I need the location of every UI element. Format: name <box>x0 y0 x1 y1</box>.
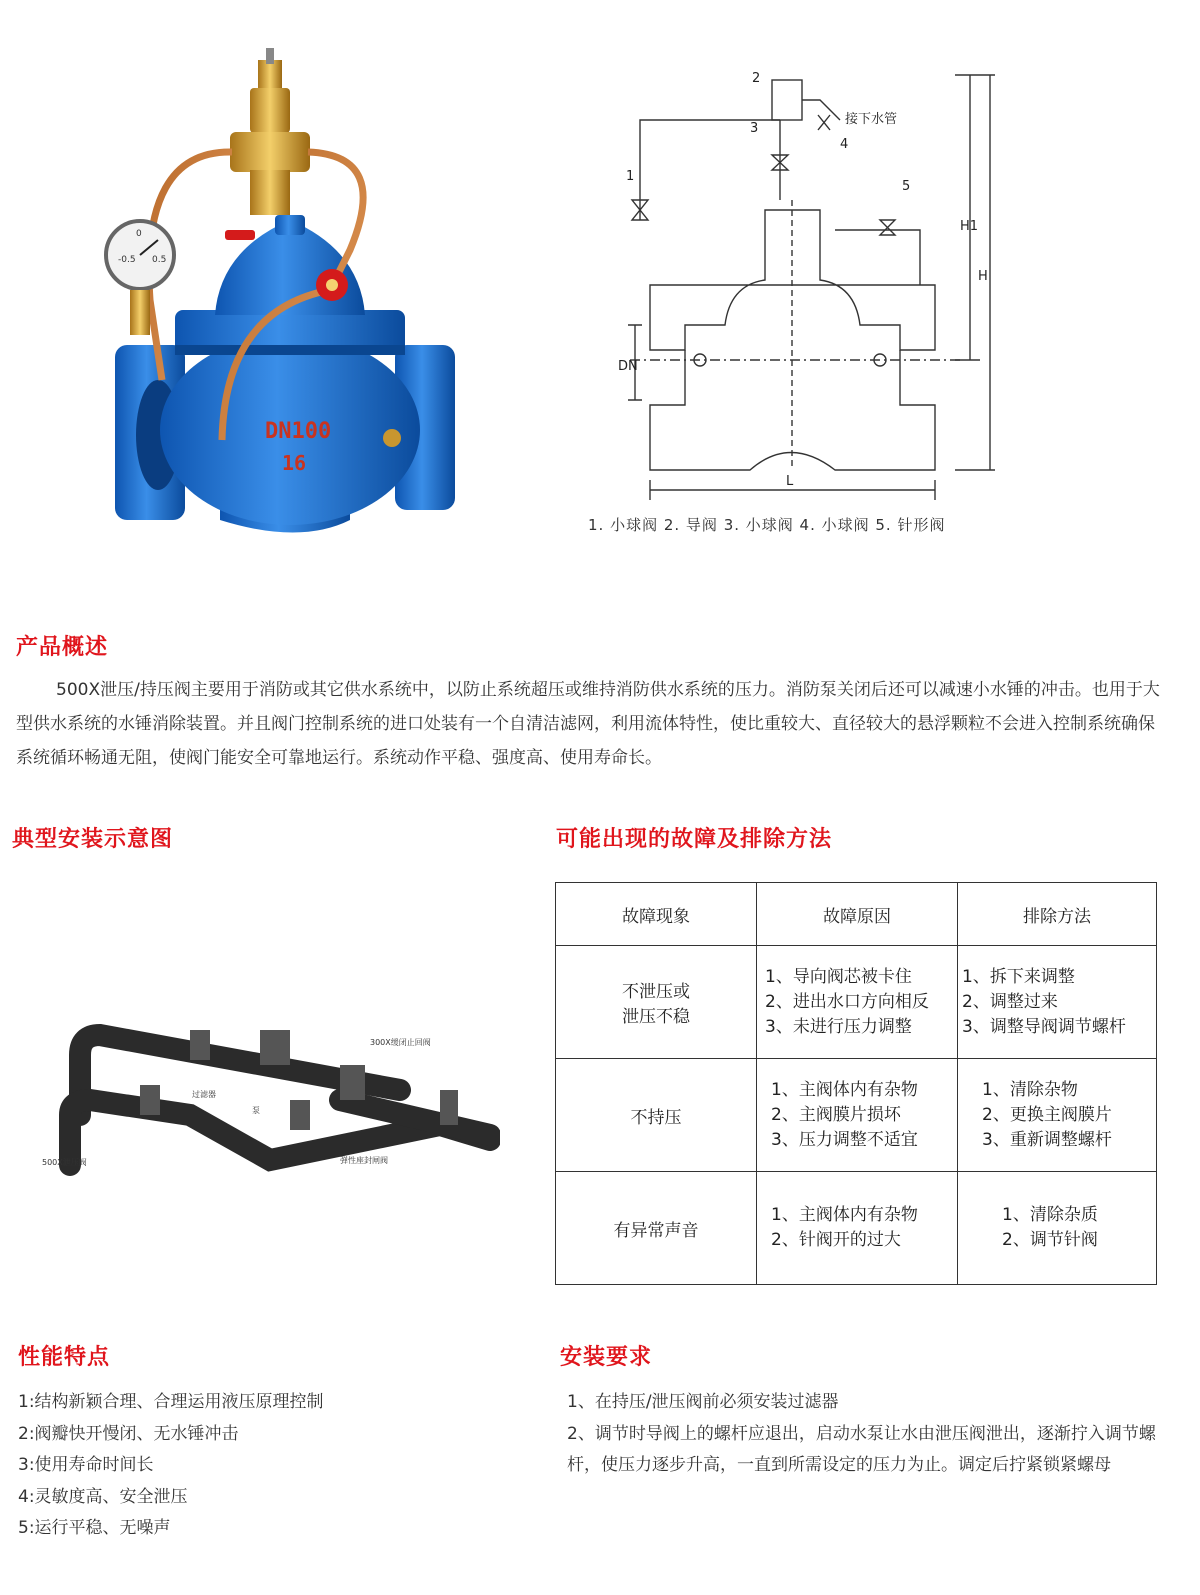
overview-text: 500X泄压/持压阀主要用于消防或其它供水系统中，以防止系统超压或维持消防供水系统的压力。消防泵关闭后还可以减速小水锤的冲击。也用于大型供水系统的水锤消除装置。并且阀门控制系统的进口处装有一个自清洁滤网，利用流体特性，使比重较大、直径较大的悬浮颗粒不会进入控制系统确保系统循环畅通无阻，使阀门能安全可靠地运行。系统动作平稳、强度高、使用寿命长。 <box>16 680 1160 768</box>
fault-table <box>555 882 1157 1285</box>
cause-item: 2、针阀开的过大 <box>771 1230 901 1250</box>
symptom-line: 有异常声音 <box>613 1220 699 1241</box>
gauge-label-pos: 0.5 <box>152 255 167 265</box>
table-header-row <box>556 883 1157 946</box>
fix-cell <box>958 1059 1157 1172</box>
cause-cell <box>757 946 958 1059</box>
cause-item: 2、进出水口方向相反 <box>765 991 929 1012</box>
fix-item: 2、调整过来 <box>962 991 1058 1012</box>
install-diagram <box>40 1015 500 1185</box>
install-req-title: 安装要求 <box>560 1345 653 1370</box>
list-item: 1、在持压/泄压阀前必须安装过滤器 <box>567 1392 839 1412</box>
install-label-pump: 泵 <box>252 1106 260 1115</box>
overview-title: 产品概述 <box>16 635 109 660</box>
list-item: 1:结构新颖合理、合理运用液压原理控制 <box>18 1392 324 1412</box>
drawing-label-h: H <box>978 269 988 284</box>
drawing-num-2: 2 <box>752 71 761 86</box>
fix-item: 1、清除杂质 <box>1002 1205 1098 1225</box>
drawing-label-l: L <box>786 474 794 489</box>
fix-cell <box>958 1172 1157 1285</box>
list-item: 5:运行平稳、无噪声 <box>18 1518 171 1538</box>
drawing-num-1: 1 <box>626 169 635 184</box>
symptom-cell <box>556 946 757 1059</box>
install-req-list <box>567 1387 1167 1482</box>
gauge-label-neg: -0.5 <box>118 255 136 265</box>
symptom-line: 不持压 <box>630 1107 682 1128</box>
header-fix: 排除方法 <box>958 883 1157 946</box>
drawing-num-3: 3 <box>750 121 759 136</box>
fix-item: 3、重新调整螺杆 <box>982 1129 1112 1150</box>
list-item: 4:灵敏度高、安全泄压 <box>18 1486 188 1507</box>
list-item: 2、调节时导阀上的螺杆应退出，启动水泵让水由泄压阀泄出，逐渐拧入调节螺杆，使压力逐步升高，一直到所需设定的压力为止。调定后拧紧锁紧螺母 <box>567 1423 1156 1475</box>
table-row <box>556 1059 1157 1172</box>
cause-item: 3、未进行压力调整 <box>765 1016 912 1037</box>
table-row <box>556 946 1157 1059</box>
drawing-label-h1: H1 <box>960 219 979 234</box>
table-row <box>556 1172 1157 1285</box>
install-diagram-title: 典型安装示意图 <box>12 827 174 852</box>
list-item: 3:使用寿命时间长 <box>18 1455 154 1475</box>
fix-item: 2、更换主阀膜片 <box>982 1104 1112 1125</box>
cause-cell <box>757 1059 958 1172</box>
cause-item: 1、主阀体内有杂物 <box>771 1079 918 1100</box>
drawing-num-5: 5 <box>902 179 911 194</box>
list-item: 2:阀瓣快开慢闭、无水锤冲击 <box>18 1423 239 1444</box>
symptom-line: 泄压不稳 <box>622 1007 690 1027</box>
drawing-num-4: 4 <box>840 137 849 152</box>
symptom-line: 不泄压或 <box>622 982 690 1002</box>
install-label-gate-valve: 弹性座封闸阀 <box>340 1156 388 1165</box>
install-label-filter: 过滤器 <box>192 1090 216 1099</box>
header-symptom: 故障现象 <box>556 883 757 946</box>
drawing-label-pipe: 接下水管 <box>845 112 898 127</box>
valve-size-badge: DN100 <box>265 419 332 444</box>
cause-cell <box>757 1172 958 1285</box>
install-label-check-valve: 300X缓闭止回阀 <box>370 1038 431 1047</box>
fix-cell <box>958 946 1157 1059</box>
cause-item: 3、压力调整不适宜 <box>771 1129 918 1150</box>
symptom-cell <box>556 1172 757 1285</box>
valve-pressure-badge: 16 <box>282 451 307 475</box>
fix-item: 1、拆下来调整 <box>962 966 1075 987</box>
cause-item: 1、导向阀芯被卡住 <box>765 966 912 987</box>
features-title: 性能特点 <box>18 1345 111 1370</box>
drawing-caption: 1. 小球阀 2. 导阀 3. 小球阀 4. 小球阀 5. 针形阀 <box>588 516 946 534</box>
header-cause: 故障原因 <box>757 883 958 946</box>
fix-item: 2、调节针阀 <box>1002 1230 1098 1250</box>
faults-title: 可能出现的故障及排除方法 <box>556 827 833 852</box>
fix-item: 3、调整导阀调节螺杆 <box>962 1016 1126 1037</box>
fix-item: 1、清除杂物 <box>982 1079 1078 1100</box>
features-list <box>18 1387 518 1545</box>
valve-photo <box>100 40 480 550</box>
drawing-label-dn: DN <box>618 359 638 374</box>
cause-item: 1、主阀体内有杂物 <box>771 1205 918 1225</box>
install-label-relief-valve: 500X泄压阀 <box>42 1158 87 1167</box>
gauge-label-zero: 0 <box>136 229 142 239</box>
symptom-cell <box>556 1059 757 1172</box>
cause-item: 2、主阀膜片损坏 <box>771 1104 901 1125</box>
technical-drawing <box>590 60 1010 505</box>
